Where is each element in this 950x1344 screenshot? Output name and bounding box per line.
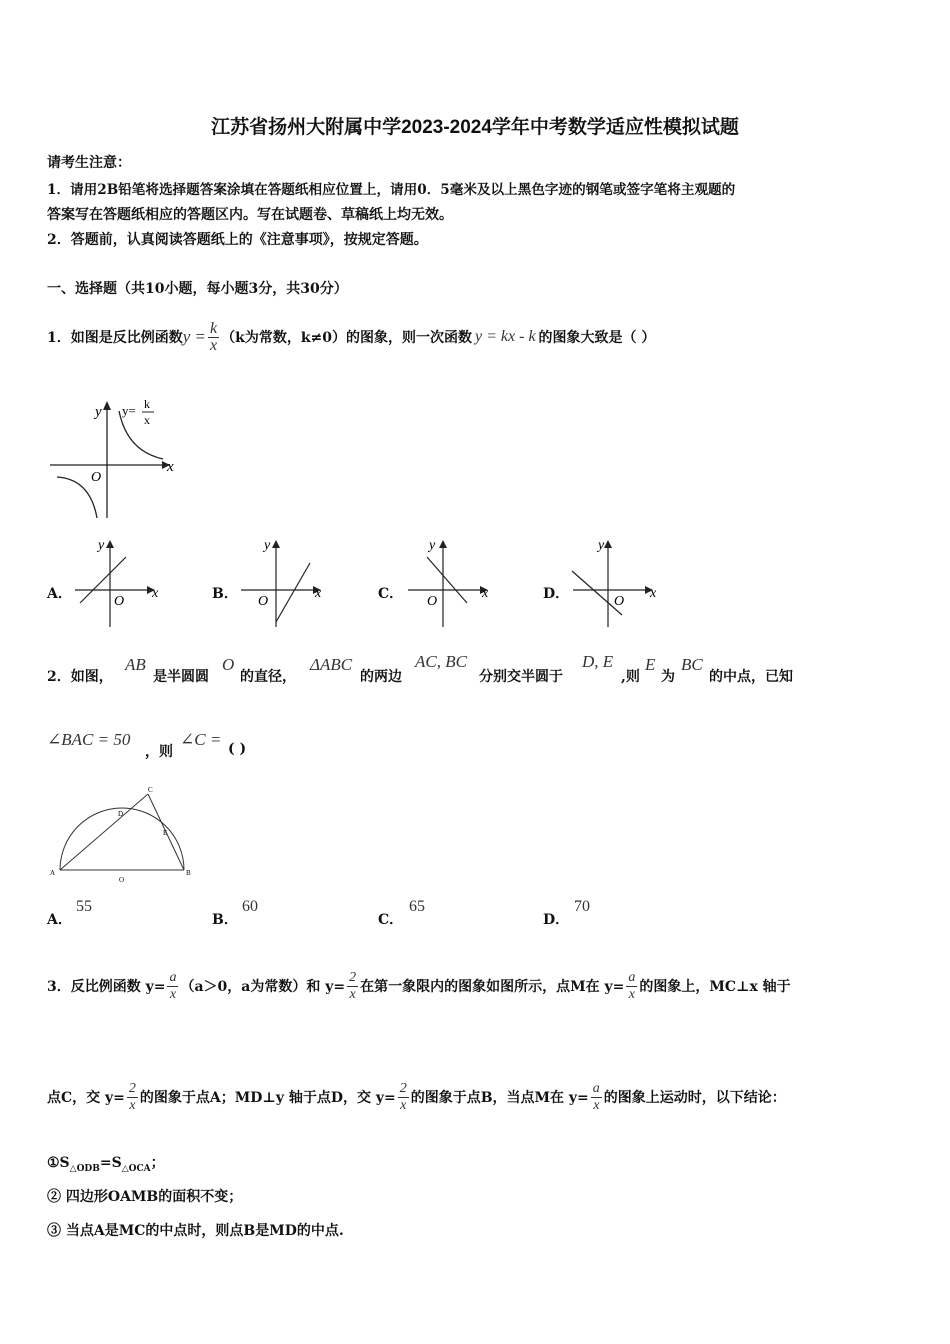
q1-option-a-origin: O bbox=[114, 594, 125, 609]
q1-option-d-graph bbox=[570, 535, 665, 630]
q1-option-a-label[interactable]: A． bbox=[47, 586, 72, 602]
q2-option-a-value[interactable]: 55 bbox=[76, 898, 92, 915]
q3-frac-a-1 bbox=[167, 970, 178, 1003]
q3-frac-a-2-den: x bbox=[628, 986, 635, 1002]
q1-option-b-graph bbox=[238, 535, 333, 630]
q3-frac-2-3 bbox=[398, 1081, 409, 1114]
q1-option-c-y: y bbox=[429, 538, 436, 553]
q1-prefix: 1．如图是反比例函数 bbox=[47, 330, 183, 346]
q2-t1: 2．如图， bbox=[47, 669, 113, 685]
q3-frac-2-2 bbox=[127, 1081, 138, 1114]
q3-frac-2-1 bbox=[347, 970, 358, 1003]
q3-frac-a-2-num: a bbox=[628, 969, 636, 985]
q1-option-a-graph bbox=[72, 535, 167, 630]
q2-m8: ∠BAC = 50 bbox=[47, 730, 131, 749]
q1-fig-x-label: x bbox=[167, 459, 174, 475]
q3-frac-2-3-den: x bbox=[400, 1097, 407, 1113]
q1-option-d-label[interactable]: D． bbox=[543, 586, 570, 602]
q3-l2p2: 的图象于点A；MD⊥y 轴于点D，交 y= bbox=[139, 1090, 396, 1106]
q1-mid: （k为常数，k≠0）的图象，则一次函数 bbox=[221, 330, 473, 346]
q3-l2p1: 点C，交 y= bbox=[47, 1090, 125, 1106]
q2-t4: 的两边 bbox=[360, 669, 402, 685]
q1-figure-hyperbola bbox=[45, 393, 180, 523]
q2-figure-semicircle bbox=[45, 782, 195, 887]
q3-conclusion-1 bbox=[47, 1152, 165, 1174]
q2-m4: AC, BC bbox=[415, 652, 467, 671]
q2-option-a-label[interactable]: A． bbox=[47, 912, 72, 928]
q1-option-c-x: x bbox=[482, 586, 489, 601]
q3-c1-a: ①S bbox=[47, 1155, 70, 1171]
q2-m1: AB bbox=[125, 655, 146, 674]
q1-eq2: y = kx - k bbox=[475, 328, 536, 345]
q3-frac-a-3-num: a bbox=[592, 1080, 600, 1096]
section-heading: 一、选择题（共10小题，每小题3分，共30分） bbox=[47, 281, 348, 297]
q1-eq1-fraction bbox=[208, 321, 219, 354]
q2-t6: ,则 bbox=[621, 669, 640, 685]
q3-frac-a-1-num: a bbox=[169, 969, 177, 985]
q1-option-d-y: y bbox=[598, 538, 605, 553]
q1-fig-y-label: y bbox=[95, 404, 102, 420]
q1-option-a-x: x bbox=[152, 586, 159, 601]
q3-frac-2-1-den: x bbox=[349, 986, 356, 1002]
q3-c1-sub2: △OCA bbox=[121, 1163, 151, 1174]
q1-option-b-x: x bbox=[315, 586, 322, 601]
q2-option-b-value[interactable]: 60 bbox=[242, 898, 258, 915]
page-title: 江苏省扬州大附属中学2023-2024学年中考数学适应性模拟试题 bbox=[211, 117, 739, 138]
q2-m9: ∠C = bbox=[180, 730, 222, 749]
q3-p2: （a＞0，a为常数）和 y= bbox=[180, 979, 346, 995]
q1-fig-curve-label-lhs: y= bbox=[122, 403, 136, 418]
q1-option-b-origin: O bbox=[258, 594, 269, 609]
notice-line-1: 1．请用2B铅笔将选择题答案涂填在答题纸相应位置上，请用0．5毫米及以上黑色字迹的钢笔或签字笔将主观题的 bbox=[47, 182, 736, 198]
q1-eq1-denominator: x bbox=[210, 336, 218, 354]
q1-fig-curve-q1 bbox=[119, 411, 163, 459]
q2-fig-label-d: D bbox=[118, 810, 124, 818]
q2-option-d-label[interactable]: D． bbox=[543, 912, 570, 928]
q1-suffix: 的图象大致是（ ） bbox=[538, 330, 656, 346]
q3-c1-sub1: △ODB bbox=[69, 1163, 100, 1174]
q3-p4: 的图象上，MC⊥x 轴于 bbox=[639, 979, 791, 995]
q2-t8: 的中点，已知 bbox=[709, 669, 793, 685]
q1-option-b-y: y bbox=[264, 538, 271, 553]
q3-l2p4: 的图象上运动时，以下结论： bbox=[603, 1090, 786, 1106]
q1-option-b-line bbox=[276, 563, 310, 622]
q1-option-d-x: x bbox=[650, 586, 657, 601]
q2-m7: BC bbox=[681, 655, 703, 674]
q2-t5: 分别交半圆于 bbox=[479, 669, 563, 685]
q1-fig-origin: O bbox=[91, 470, 102, 485]
q2-m3: ΔABC bbox=[310, 655, 353, 674]
q1-fig-y-arrow bbox=[103, 401, 111, 410]
q3-line-1 bbox=[47, 955, 791, 1017]
q1-option-c-graph bbox=[405, 535, 500, 630]
q2-option-d-value[interactable]: 70 bbox=[574, 898, 590, 915]
q3-frac-2-3-num: 2 bbox=[399, 1080, 407, 1096]
notice-heading: 请考生注意： bbox=[47, 155, 131, 171]
q3-conclusion-2: ② 四边形OAMB的面积不变； bbox=[47, 1189, 243, 1205]
q2-m5: D, E bbox=[582, 652, 614, 671]
q2-fig-label-a: A bbox=[50, 869, 56, 877]
q2-m6: E bbox=[645, 655, 656, 674]
q2-option-c-value[interactable]: 65 bbox=[409, 898, 425, 915]
q2-t9: ，则 bbox=[145, 744, 173, 760]
q3-p1: 3．反比例函数 y= bbox=[47, 979, 166, 995]
q1-option-c-label[interactable]: C． bbox=[378, 586, 404, 602]
q3-frac-2-2-den: x bbox=[129, 1097, 136, 1113]
q1-fig-curve-label-num: k bbox=[144, 397, 150, 411]
q2-t3: 的直径， bbox=[240, 669, 296, 685]
q2-t2: 是半圆圆 bbox=[153, 669, 209, 685]
q1-option-a-y: y bbox=[98, 538, 105, 553]
q2-fig-label-c: C bbox=[148, 786, 153, 794]
q3-frac-a-1-den: x bbox=[169, 986, 177, 1002]
question-1-text bbox=[47, 312, 655, 362]
q3-frac-2-1-num: 2 bbox=[349, 969, 357, 985]
q3-c1-b: =S bbox=[99, 1155, 122, 1171]
q2-m2: O bbox=[222, 655, 235, 674]
q3-frac-a-2 bbox=[626, 970, 637, 1003]
q2-t7: 为 bbox=[661, 669, 675, 685]
q3-conclusion-3: ③ 当点A是MC的中点时，则点B是MD的中点. bbox=[47, 1223, 344, 1239]
notice-line-1b: 答案写在答题纸相应的答题区内。写在试题卷、草稿纸上均无效。 bbox=[47, 207, 453, 223]
q1-fig-curve-label-den: x bbox=[144, 413, 150, 427]
q3-c1-c: ； bbox=[150, 1155, 165, 1171]
q2-fig-label-b: B bbox=[186, 869, 191, 877]
q1-option-c-origin: O bbox=[427, 594, 438, 609]
q2-t10: ( ) bbox=[228, 741, 247, 757]
q1-option-b-label[interactable]: B． bbox=[212, 586, 238, 602]
q3-frac-2-2-num: 2 bbox=[128, 1080, 136, 1096]
q3-line-2 bbox=[47, 1066, 786, 1128]
q3-p3: 在第一象限内的图象如图所示，点M在 y= bbox=[360, 979, 625, 995]
q2-fig-label-o: O bbox=[119, 876, 125, 884]
notice-line-2: 2．答题前，认真阅读答题纸上的《注意事项》，按规定答题。 bbox=[47, 232, 428, 248]
q1-eq1-lhs: y = bbox=[182, 327, 207, 346]
q2-option-b-label[interactable]: B． bbox=[212, 912, 238, 928]
q1-eq1-numerator: k bbox=[210, 319, 218, 337]
q2-fig-label-e: E bbox=[163, 829, 168, 837]
q1-option-d-origin: O bbox=[614, 594, 625, 609]
q3-frac-a-3 bbox=[591, 1081, 602, 1114]
q2-option-c-label[interactable]: C． bbox=[378, 912, 404, 928]
q3-l2p3: 的图象于点B，当点M在 y= bbox=[410, 1090, 589, 1106]
q3-frac-a-3-den: x bbox=[593, 1097, 600, 1113]
